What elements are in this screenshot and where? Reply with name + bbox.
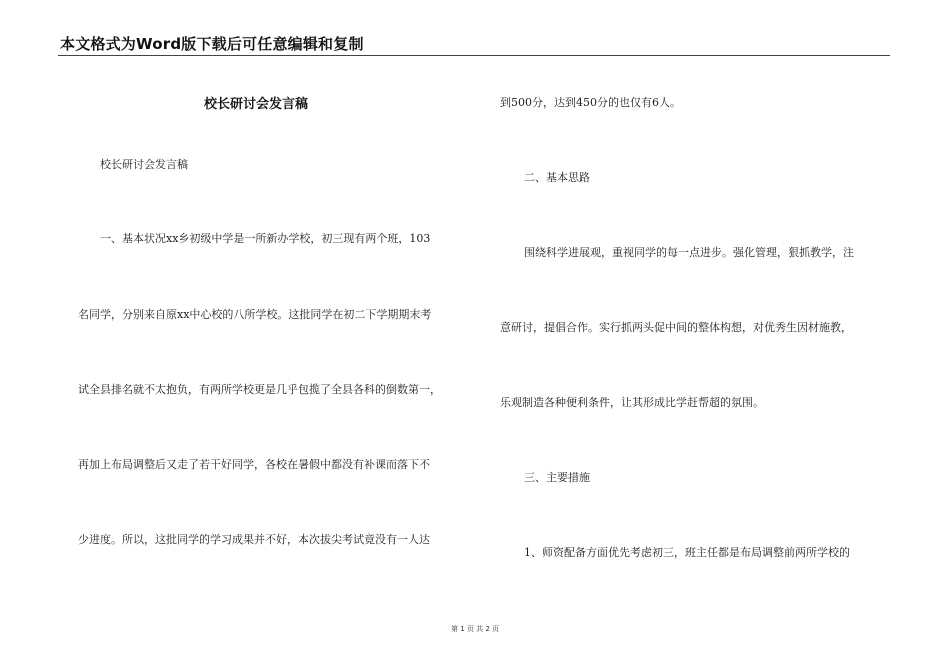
- section-heading: 三、主要措施: [524, 471, 590, 484]
- paragraph-line: 到500分，达到450分的也仅有6人。: [500, 96, 681, 109]
- paragraph-line: 试全县排名就不太抱负，有两所学校更是几乎包揽了全县各科的倒数第一，: [78, 383, 441, 396]
- download-banner: 本文格式为Word版下载后可任意编辑和复制: [60, 35, 364, 53]
- paragraph-line: 名同学，分别来自原xx中心校的八所学校。这批同学在初二下学期期末考: [78, 308, 432, 321]
- page-footer: 第 1 页 共 2 页: [450, 625, 500, 633]
- paragraph-line: 一、基本状况xx乡初级中学是一所新办学校，初三现有两个班，103: [100, 232, 431, 245]
- section-heading: 二、基本思路: [524, 171, 590, 184]
- paragraph-line: 乐观制造各种便利条件，让其形成比学赶帮超的氛围。: [500, 396, 764, 409]
- banner-divider: [58, 55, 890, 56]
- paragraph-line: 再加上布局调整后又走了若干好同学，各校在暑假中都没有补课而落下不: [78, 458, 430, 471]
- paragraph-line: 校长研讨会发言稿: [100, 158, 188, 171]
- paragraph-line: 围绕科学进展观，重视同学的每一点进步。强化管理，狠抓教学，注: [524, 246, 854, 259]
- document-title: 校长研讨会发言稿: [204, 97, 309, 112]
- paragraph-line: 意研讨，提倡合作。实行抓两头促中间的整体构想，对优秀生因材施教，: [500, 321, 852, 334]
- paragraph-line: 少进度。所以，这批同学的学习成果并不好，本次拔尖考试竟没有一人达: [78, 533, 430, 546]
- paragraph-line: 1、师资配备方面优先考虑初三，班主任都是布局调整前两所学校的: [524, 546, 850, 559]
